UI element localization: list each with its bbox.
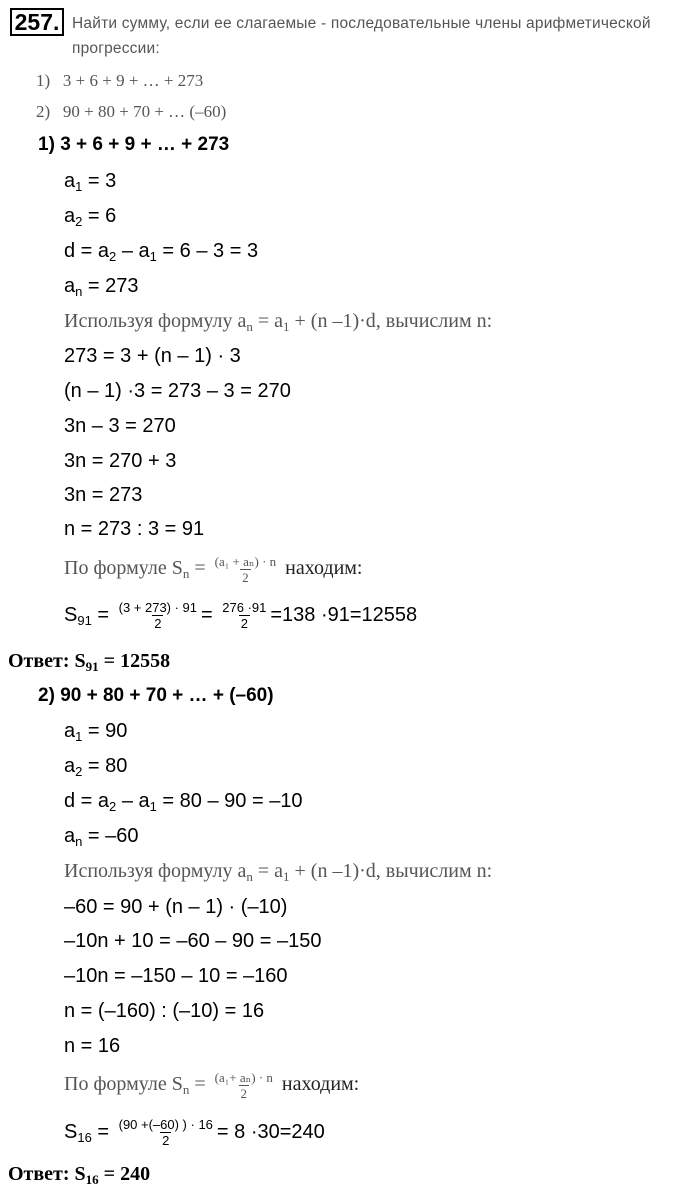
- fraction: $\frac{(3 + 273) \cdot 91}{2}$: [118, 600, 198, 631]
- part1-step: 3n – 3 = 270: [64, 415, 176, 437]
- fraction: $\frac{(90 +(-60) ) \cdot 16}{2}$: [118, 1117, 213, 1148]
- part2-step: n = (–160) : (–10) = 16: [64, 1000, 265, 1022]
- part1-step: n = 273 : 3 = 91: [64, 518, 205, 540]
- part1-step: 273 = 3 + (n – 1) · 3: [64, 345, 241, 367]
- problem-statement-line1: Найти сумму, если ее слагаемые - последовательные члены арифметической: [72, 15, 651, 32]
- part2-answer: Ответ: $S_{16} = 240$: [8, 1163, 151, 1187]
- part2-step: –60 = 90 + (n – 1) · (–10): [64, 896, 288, 918]
- part1-step: 3n = 270 + 3: [64, 450, 177, 472]
- condition-text: 3 + 6 + 9 + … + 273: [62, 71, 204, 90]
- part1-a1: $a_1 = 3$: [64, 170, 117, 194]
- part-series: 3 + 6 + 9 + … + 273: [60, 134, 230, 155]
- part2-an: $a_n = -60$: [64, 825, 139, 849]
- part1-sum-calculation: $S_{91}$ = $\frac{(3 + 273) \cdot 91}{2}$ = $\frac{276 \cdot 91}{2}$ =138 ·91=12558: [64, 600, 418, 631]
- part2-header: [38, 685, 274, 707]
- part1-formula-text: Используя формулу $a_n = a_1 + (n$ –1)·d, вычислим n:: [64, 310, 493, 334]
- condition-2: [36, 102, 226, 122]
- part2-step: –10n = –150 – 10 = –160: [64, 965, 288, 987]
- part-label: 1): [38, 134, 55, 155]
- sum-formula-fraction: $\frac{\text{(a₁+ aₙ) · n}}{2}$: [214, 1070, 273, 1101]
- part2-a2: $a_2 = 80$: [64, 755, 128, 779]
- part1-d: $d = a_2 - a_1 = 6 - 3 = 3$: [64, 240, 259, 264]
- sum-formula-fraction: $\frac{\text{(a₁ + aₙ) · n}}{2}$: [214, 554, 277, 585]
- part1-sum-formula: По формуле $S_n$ = $\frac{\text{(a₁ + aₙ) · n}}{2}$ находим:: [64, 554, 363, 585]
- part1-an: $a_n = 273$: [64, 275, 139, 299]
- condition-text: 90 + 80 + 70 + … (–60): [62, 102, 227, 121]
- part2-d: $d = a_2 - a_1 = 80 - 90 = -10$: [64, 790, 303, 814]
- part-series: 90 + 80 + 70 + … + (–60): [60, 685, 274, 706]
- part2-sum-calculation: $S_{16}$ = $\frac{(90 +(-60) ) \cdot 16}{2}$ = 8 ·30=240: [64, 1117, 325, 1148]
- part-label: 2): [38, 685, 55, 706]
- part2-sum-formula: По формуле $S_n$ = $\frac{\text{(a₁+ aₙ) · n}}{2}$ находим:: [64, 1070, 360, 1101]
- part1-a2: $a_2 = 6$: [64, 205, 117, 229]
- condition-label: 2): [36, 102, 51, 121]
- part1-step: 3n = 273: [64, 484, 143, 506]
- condition-1: [36, 71, 203, 91]
- condition-label: 1): [36, 71, 51, 90]
- part2-formula-text: Используя формулу $a_n = a_1 + (n$ –1)·d, вычислим n:: [64, 860, 493, 884]
- problem-number: 257.: [10, 8, 64, 36]
- part1-header: [38, 134, 229, 156]
- part1-step: (n – 1) ·3 = 273 – 3 = 270: [64, 380, 291, 402]
- part2-a1: $a_1 = 90$: [64, 720, 128, 744]
- part2-step: –10n + 10 = –60 – 90 = –150: [64, 930, 322, 952]
- part1-answer: Ответ: $S_{91} = 12558$: [8, 650, 171, 674]
- problem-statement-line2: прогрессии:: [72, 40, 160, 57]
- fraction: $\frac{276 \cdot 91}{2}$: [222, 600, 267, 631]
- part2-step: n = 16: [64, 1035, 121, 1057]
